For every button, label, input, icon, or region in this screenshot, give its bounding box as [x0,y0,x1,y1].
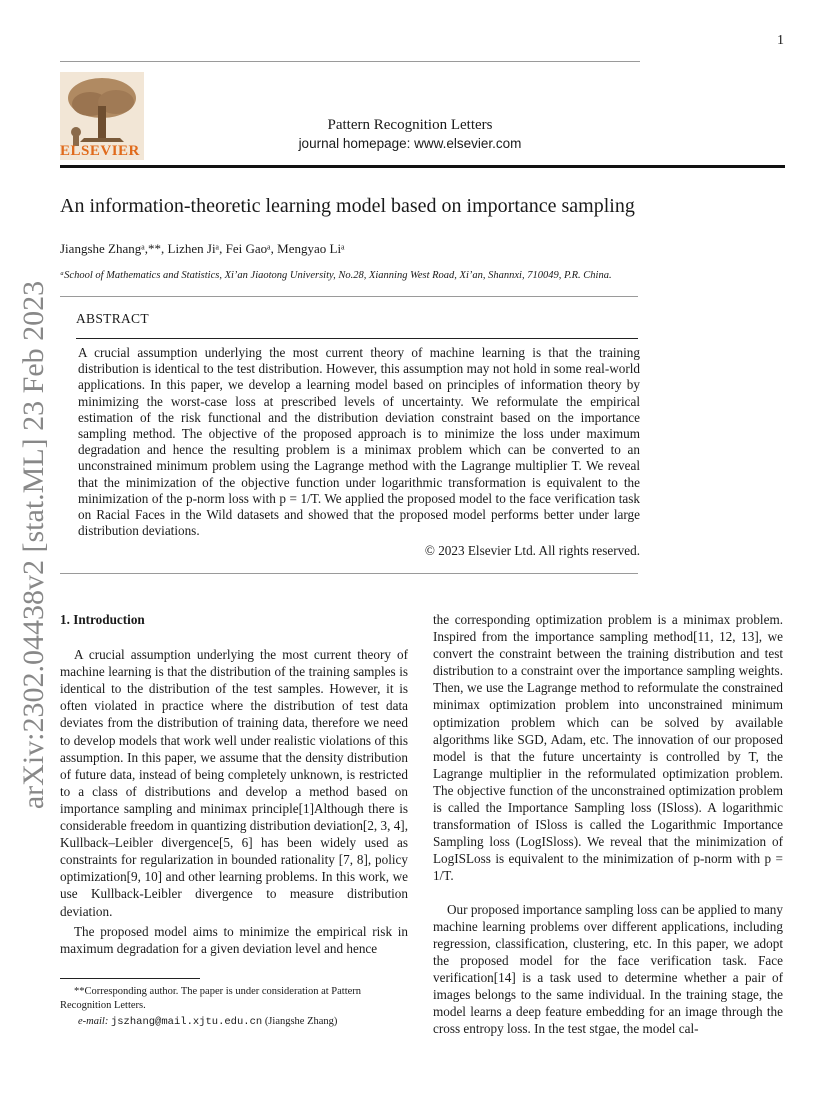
footnote-rule [60,978,200,979]
email-label: e-mail: [78,1016,109,1027]
abstract-text: A crucial assumption underlying the most current theory of machine learning is that the training distribution is identical to the test distribution. However, this assumption may not hold in some real-world applications. In this paper, we develop a learning model based on principles of information theory by minimizing the worst-case loss at prescribed levels of uncertainty. We reformulate the empirical estimation of the risk functional and the distribution deviation constraint based on the importance sampling method. The objective of the proposed approach is to minimize the loss under maximum degradation and hence the resulting problem is a minimax problem which can be converted to an unconstrained minimum problem using the Lagrange method with the Lagrange multiplier T. We reveal that the minimization of the objective function under logarithmic transformation is equivalent to the minimization of the p-norm loss with p = 1/T. We applied the proposed model to the face verification task on Racial Faces in the Wild datasets and showed that the proposed model performs better under large distribution deviations. [78,345,640,539]
header-bottom-rule [60,165,785,168]
email-address[interactable]: jszhang@mail.xjtu.edu.cn [110,1016,263,1028]
journal-header [260,117,560,151]
arxiv-stamp [4,280,64,810]
paragraph-gap [433,885,783,901]
right-paragraph-2: Our proposed importance sampling loss can be applied to many machine learning problems over different applications, including regression, classification, clustering, etc. In this paper, we adopt the proposed model for the face verification task. Face verification[14] is a task used to determine whether a pair of images belongs to the same individual. In the training stage, the model learns a deep feature embedding for an image through the cross entropy loss. In the test stgae, the model cal- [433,901,783,1037]
header-top-rule [60,61,640,62]
paper-title: An information-theoretic learning model based on importance sampling [60,195,635,217]
email-owner: (Jiangshe Zhang) [264,1016,338,1027]
journal-name: Pattern Recognition Letters [327,117,493,133]
footnote [60,985,408,1030]
section-heading: 1. Introduction [60,612,145,627]
abstract-heading-rule [76,338,638,339]
intro-paragraph-1: A crucial assumption underlying the most current theory of machine learning is that the distribution of the training samples is identical to the distribution of the test samples. However, it is often violated in practice where the distribution of test data deviates from the distribution of training data, therefore we need to develop models that work well under realistic violations of this assumption. In this paper, we assume that the density distribution of future data, instead of being completely unknown, is restricted to a class of distributions and develop a method based on importance sampling and minimax principle[1]Although there is considerable freedom in quantizing distribution deviation[2, 3, 4], Kullback–Leibler divergence[5, 6] has been widely used as constraints for regularization in bounded rationality [7, 8], policy optimization[9, 10] and other learning problems. In this work, we use Kullback-Leibler divergence to measure distribution deviation. [60,647,408,919]
affiliation: ᵃSchool of Mathematics and Statistics, Xi’an Jiaotong University, No.28, Xianning West Road, Xi’an, Shannxi, 710049, P.R. China. [60,270,612,281]
left-column [60,611,408,957]
right-column [433,611,783,1037]
author-list: Jiangshe Zhangᵃ,**, Lizhen Jiᵃ, Fei Gaoᵃ, Mengyao Liᵃ [60,241,345,256]
footnote-email-line [60,1015,408,1030]
journal-homepage: journal homepage: www.elsevier.com [298,136,522,151]
copyright-notice: © 2023 Elsevier Ltd. All rights reserved. [424,543,640,558]
right-paragraph-1: the corresponding optimization problem is a minimax problem. Inspired from the importance sampling method[11, 12, 13], we convert the constraint between the training distribution and test distribution to a constraint over the importance sampling weights. Then, we use the Lagrange method to reformulate the constrained minimax optimization problem into unconstrained minimum optimization problem which can be solved by available algorithms like SGD, Adam, etc. The innovation of our proposed model is that the future uncertainty is controlled by T, the Lagrange multiplier in the reformulated optimization problem. The objective function of the unconstrained optimization problem is called the Importance Sampling loss (ISloss). A logarithmic transformation of ISloss is called the Logarithmic Importance Sampling loss (LogISloss). We reveal that the minimization of LogISLoss is equivalent to the minimization of p-norm with p = 1/T. [433,612,783,884]
elsevier-wordmark: ELSEVIER [60,143,140,159]
page-number: 1 [777,33,784,48]
abstract-bottom-rule [60,573,638,574]
intro-paragraph-2: The proposed model aims to minimize the empirical risk in maximum degradation for a given deviation level and hence [60,923,408,956]
abstract-top-rule [60,296,638,297]
footnote-corresponding: **Corresponding author. The paper is under consideration at Pattern Recognition Letters. [60,986,362,1011]
abstract-heading: ABSTRACT [76,311,149,326]
arxiv-stamp-text: arXiv:2302.04438v2 [stat.ML] 23 Feb 2023 [17,280,50,810]
